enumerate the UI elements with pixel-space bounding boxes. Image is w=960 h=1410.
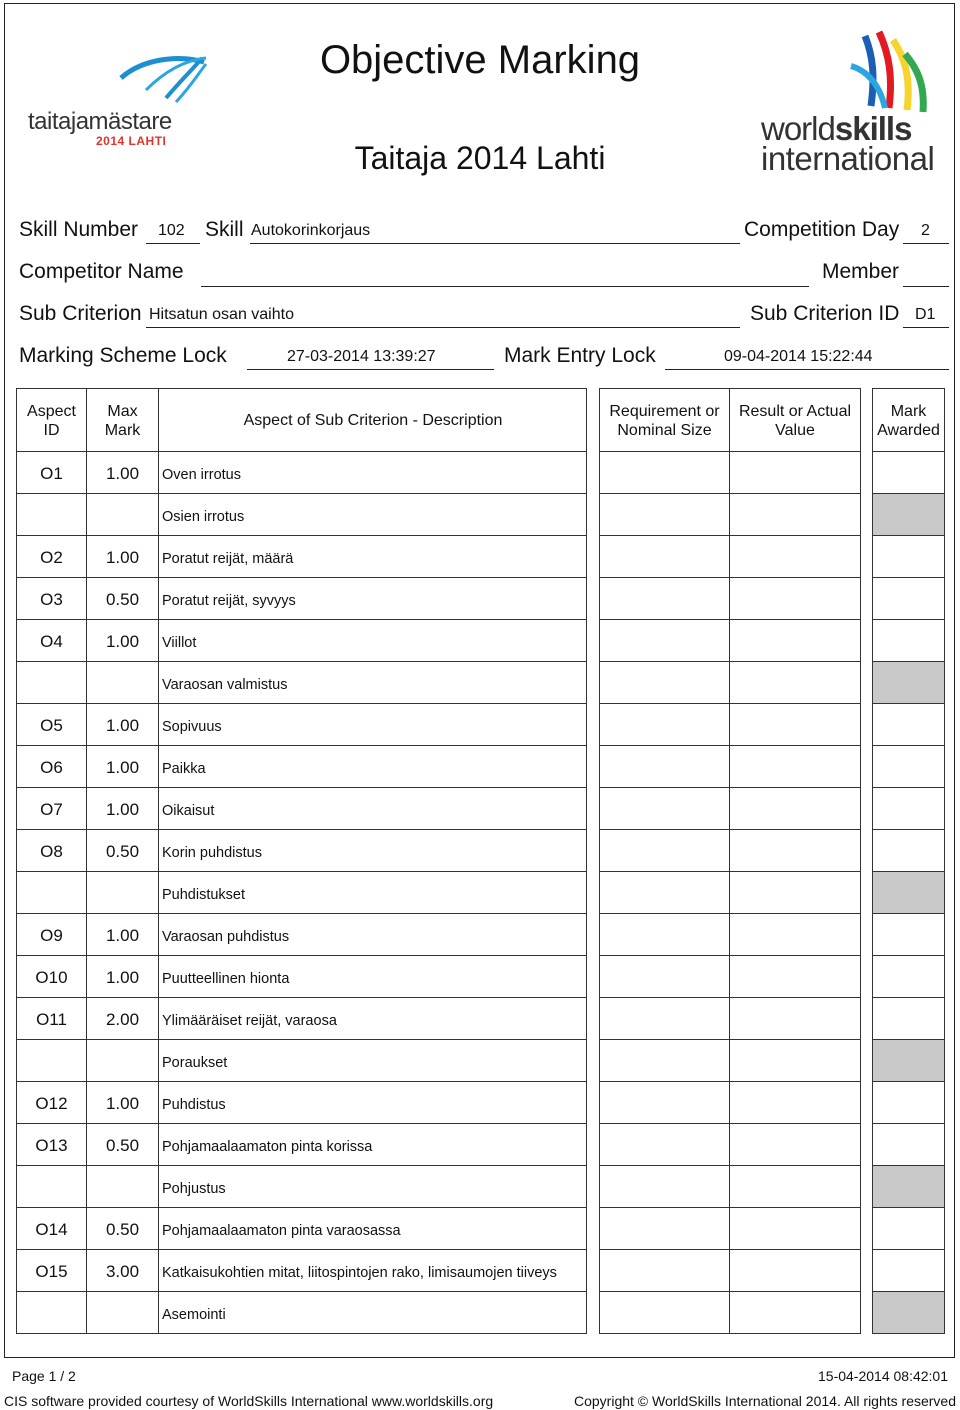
requirement-cell xyxy=(599,1207,730,1250)
result-cell xyxy=(729,493,861,536)
max-mark: 0.50 xyxy=(105,1136,140,1155)
max-mark-cell xyxy=(86,493,159,536)
aspect-description: Varaosan puhdistus xyxy=(162,929,290,945)
max-mark-cell xyxy=(86,871,159,914)
aspect-description: Ylimääräiset reijät, varaosa xyxy=(162,1013,337,1029)
marking-scheme-lock-label: Marking Scheme Lock xyxy=(19,344,227,367)
result-cell xyxy=(729,955,861,998)
max-mark: 1.00 xyxy=(105,968,140,987)
result-cell xyxy=(729,1207,861,1250)
description-cell xyxy=(158,703,587,746)
result-cell xyxy=(729,1123,861,1166)
taitaja-logo-sub: 2014 LAHTI xyxy=(96,134,167,148)
aspect-id: O11 xyxy=(36,1010,67,1029)
aspect-description: Paikka xyxy=(162,761,206,777)
aspect-id-cell xyxy=(16,661,87,704)
result-cell xyxy=(729,913,861,956)
header-max-mark: Max Mark xyxy=(104,403,141,439)
max-mark: 3.00 xyxy=(105,1262,140,1281)
result-cell xyxy=(729,829,861,872)
competitor-name-label: Competitor Name xyxy=(19,260,184,283)
max-mark-cell xyxy=(86,1291,159,1334)
max-mark-cell xyxy=(86,1039,159,1082)
requirement-cell xyxy=(599,871,730,914)
sub-criterion-id-underline xyxy=(903,327,949,328)
worldskills-logo-line1: worldskills xyxy=(761,110,912,147)
header-description: Aspect of Sub Criterion - Description xyxy=(243,412,503,429)
description-cell xyxy=(158,787,587,830)
result-cell xyxy=(729,661,861,704)
skill-number-underline xyxy=(146,243,200,244)
mark-awarded-input[interactable] xyxy=(872,1249,945,1292)
result-cell xyxy=(729,997,861,1040)
result-cell xyxy=(729,787,861,830)
mark-awarded-input[interactable] xyxy=(872,1207,945,1250)
aspect-description: Pohjamaalaamaton pinta korissa xyxy=(162,1139,373,1155)
marking-scheme-lock-underline xyxy=(247,369,494,370)
aspect-id: O13 xyxy=(35,1136,68,1155)
mark-awarded-input[interactable] xyxy=(872,829,945,872)
sub-criterion-label: Sub Criterion xyxy=(19,302,142,325)
result-cell xyxy=(729,451,861,494)
max-mark: 2.00 xyxy=(105,1010,140,1029)
max-mark: 1.00 xyxy=(105,464,140,483)
competition-day-underline xyxy=(903,243,949,244)
aspect-id: O12 xyxy=(35,1094,68,1113)
aspect-description: Puhdistus xyxy=(162,1097,226,1113)
sub-criterion-id-value: D1 xyxy=(915,306,936,323)
aspect-description: Oven irrotus xyxy=(162,467,241,483)
mark-awarded-cell-disabled xyxy=(872,1165,945,1208)
description-cell xyxy=(158,745,587,788)
aspect-id-cell xyxy=(16,1039,87,1082)
aspect-id: O6 xyxy=(40,758,63,777)
skill-number-value: 102 xyxy=(158,222,185,239)
mark-awarded-input[interactable] xyxy=(872,745,945,788)
worldskills-logo-line2: international xyxy=(761,140,935,177)
mark-awarded-input[interactable] xyxy=(872,1081,945,1124)
result-cell xyxy=(729,745,861,788)
page-subtitle: Taitaja 2014 Lahti xyxy=(354,140,606,176)
aspect-description: Osien irrotus xyxy=(162,509,245,525)
aspect-id: O5 xyxy=(40,716,63,735)
aspect-id: O8 xyxy=(40,842,63,861)
requirement-cell xyxy=(599,619,730,662)
sub-criterion-id-label: Sub Criterion ID xyxy=(750,302,900,325)
page-number: Page 1 / 2 xyxy=(12,1368,76,1384)
aspect-description: Puhdistukset xyxy=(162,887,246,903)
printed-timestamp: 15-04-2014 08:42:01 xyxy=(818,1368,948,1384)
aspect-id: O4 xyxy=(40,632,63,651)
sub-criterion-underline xyxy=(146,327,740,328)
skill-value: Autokorinkorjaus xyxy=(251,222,371,239)
aspect-id-cell xyxy=(16,1165,87,1208)
requirement-cell xyxy=(599,745,730,788)
result-cell xyxy=(729,535,861,578)
page-title: Objective Marking xyxy=(319,38,641,82)
requirement-cell xyxy=(599,913,730,956)
mark-entry-lock-value: 09-04-2014 15:22:44 xyxy=(724,348,873,365)
aspect-description: Asemointi xyxy=(162,1307,226,1323)
sub-criterion-value: Hitsatun osan vaihto xyxy=(149,306,294,323)
result-cell xyxy=(729,577,861,620)
aspect-id: O15 xyxy=(35,1262,68,1281)
mark-awarded-cell-disabled xyxy=(872,1039,945,1082)
competition-day-label: Competition Day xyxy=(744,218,900,241)
result-cell xyxy=(729,1081,861,1124)
result-cell xyxy=(729,703,861,746)
result-cell xyxy=(729,1165,861,1208)
mark-awarded-input[interactable] xyxy=(872,703,945,746)
requirement-cell xyxy=(599,787,730,830)
max-mark: 1.00 xyxy=(105,632,140,651)
aspect-id: O9 xyxy=(40,926,63,945)
aspect-description: Sopivuus xyxy=(162,719,222,735)
mark-awarded-cell-disabled xyxy=(872,661,945,704)
footer-copyright: Copyright © WorldSkills International 2014. All rights reserved xyxy=(573,1393,956,1409)
requirement-cell xyxy=(599,493,730,536)
aspect-id: O1 xyxy=(40,464,63,483)
result-cell xyxy=(729,1291,861,1334)
aspect-description: Viillot xyxy=(162,635,197,651)
aspect-description: Pohjamaalaamaton pinta varaosassa xyxy=(162,1223,401,1239)
result-cell xyxy=(729,1039,861,1082)
mark-entry-lock-label: Mark Entry Lock xyxy=(504,344,656,367)
max-mark: 0.50 xyxy=(105,1220,140,1239)
requirement-cell xyxy=(599,577,730,620)
mark-awarded-input[interactable] xyxy=(872,913,945,956)
requirement-cell xyxy=(599,661,730,704)
aspect-id: O3 xyxy=(40,590,63,609)
header-result: Result or Actual Value xyxy=(738,403,852,439)
requirement-cell xyxy=(599,1081,730,1124)
competitor-name-underline xyxy=(201,286,809,287)
requirement-cell xyxy=(599,451,730,494)
aspect-description: Poratut reijät, syvyys xyxy=(162,593,296,609)
aspect-description: Poraukset xyxy=(162,1055,228,1071)
aspect-description: Poratut reijät, määrä xyxy=(162,551,294,567)
footer-credit: CIS software provided courtesy of WorldSkills International www.worldskills.org xyxy=(4,1393,494,1409)
mark-awarded-input[interactable] xyxy=(872,997,945,1040)
aspect-description: Varaosan valmistus xyxy=(162,677,288,693)
mark-awarded-input[interactable] xyxy=(872,1123,945,1166)
aspect-description: Katkaisukohtien mitat, liitospintojen rako, limisaumojen tiiveys xyxy=(162,1265,557,1281)
requirement-cell xyxy=(599,829,730,872)
member-underline xyxy=(903,286,949,287)
requirement-cell xyxy=(599,535,730,578)
competition-day-value: 2 xyxy=(921,222,930,239)
member-label: Member xyxy=(822,260,900,283)
max-mark: 0.50 xyxy=(105,842,140,861)
mark-awarded-input[interactable] xyxy=(872,577,945,620)
max-mark: 0.50 xyxy=(105,590,140,609)
max-mark: 1.00 xyxy=(105,800,140,819)
mark-awarded-input[interactable] xyxy=(872,619,945,662)
requirement-cell xyxy=(599,1123,730,1166)
aspect-description: Oikaisut xyxy=(162,803,215,819)
aspect-id: O10 xyxy=(35,968,68,987)
result-cell xyxy=(729,1249,861,1292)
aspect-description: Pohjustus xyxy=(162,1181,226,1197)
result-cell xyxy=(729,871,861,914)
aspect-description: Korin puhdistus xyxy=(162,845,262,861)
result-cell xyxy=(729,619,861,662)
header-aspect-id: Aspect ID xyxy=(27,403,76,439)
header-awarded: Mark Awarded xyxy=(877,403,940,439)
aspect-id-cell xyxy=(16,493,87,536)
max-mark: 1.00 xyxy=(105,548,140,567)
requirement-cell xyxy=(599,955,730,998)
mark-awarded-cell-disabled xyxy=(872,493,945,536)
skill-number-label: Skill Number xyxy=(19,218,139,241)
aspect-id-cell xyxy=(16,871,87,914)
mark-entry-lock-underline xyxy=(665,369,949,370)
requirement-cell xyxy=(599,703,730,746)
max-mark: 1.00 xyxy=(105,716,140,735)
mark-awarded-input[interactable] xyxy=(872,787,945,830)
description-cell xyxy=(158,619,587,662)
aspect-id: O7 xyxy=(40,800,63,819)
aspect-id: O2 xyxy=(40,548,63,567)
requirement-cell xyxy=(599,1165,730,1208)
max-mark: 1.00 xyxy=(105,1094,140,1113)
mark-awarded-cell-disabled xyxy=(872,1291,945,1334)
aspect-description: Puutteellinen hionta xyxy=(162,971,290,987)
skill-label: Skill xyxy=(205,218,244,241)
max-mark-cell xyxy=(86,661,159,704)
mark-awarded-input[interactable] xyxy=(872,535,945,578)
header-requirement: Requirement or Nominal Size xyxy=(609,403,720,439)
taitaja-logo-name: taitajamästare xyxy=(28,108,172,135)
marking-scheme-lock-value: 27-03-2014 13:39:27 xyxy=(287,348,436,365)
skill-underline xyxy=(250,243,740,244)
requirement-cell xyxy=(599,997,730,1040)
aspect-id-cell xyxy=(16,1291,87,1334)
requirement-cell xyxy=(599,1039,730,1082)
requirement-cell xyxy=(599,1291,730,1334)
max-mark-cell xyxy=(86,1165,159,1208)
mark-awarded-input[interactable] xyxy=(872,451,945,494)
max-mark: 1.00 xyxy=(105,926,140,945)
max-mark: 1.00 xyxy=(105,758,140,777)
mark-awarded-input[interactable] xyxy=(872,955,945,998)
aspect-id: O14 xyxy=(35,1220,68,1239)
requirement-cell xyxy=(599,1249,730,1292)
mark-awarded-cell-disabled xyxy=(872,871,945,914)
